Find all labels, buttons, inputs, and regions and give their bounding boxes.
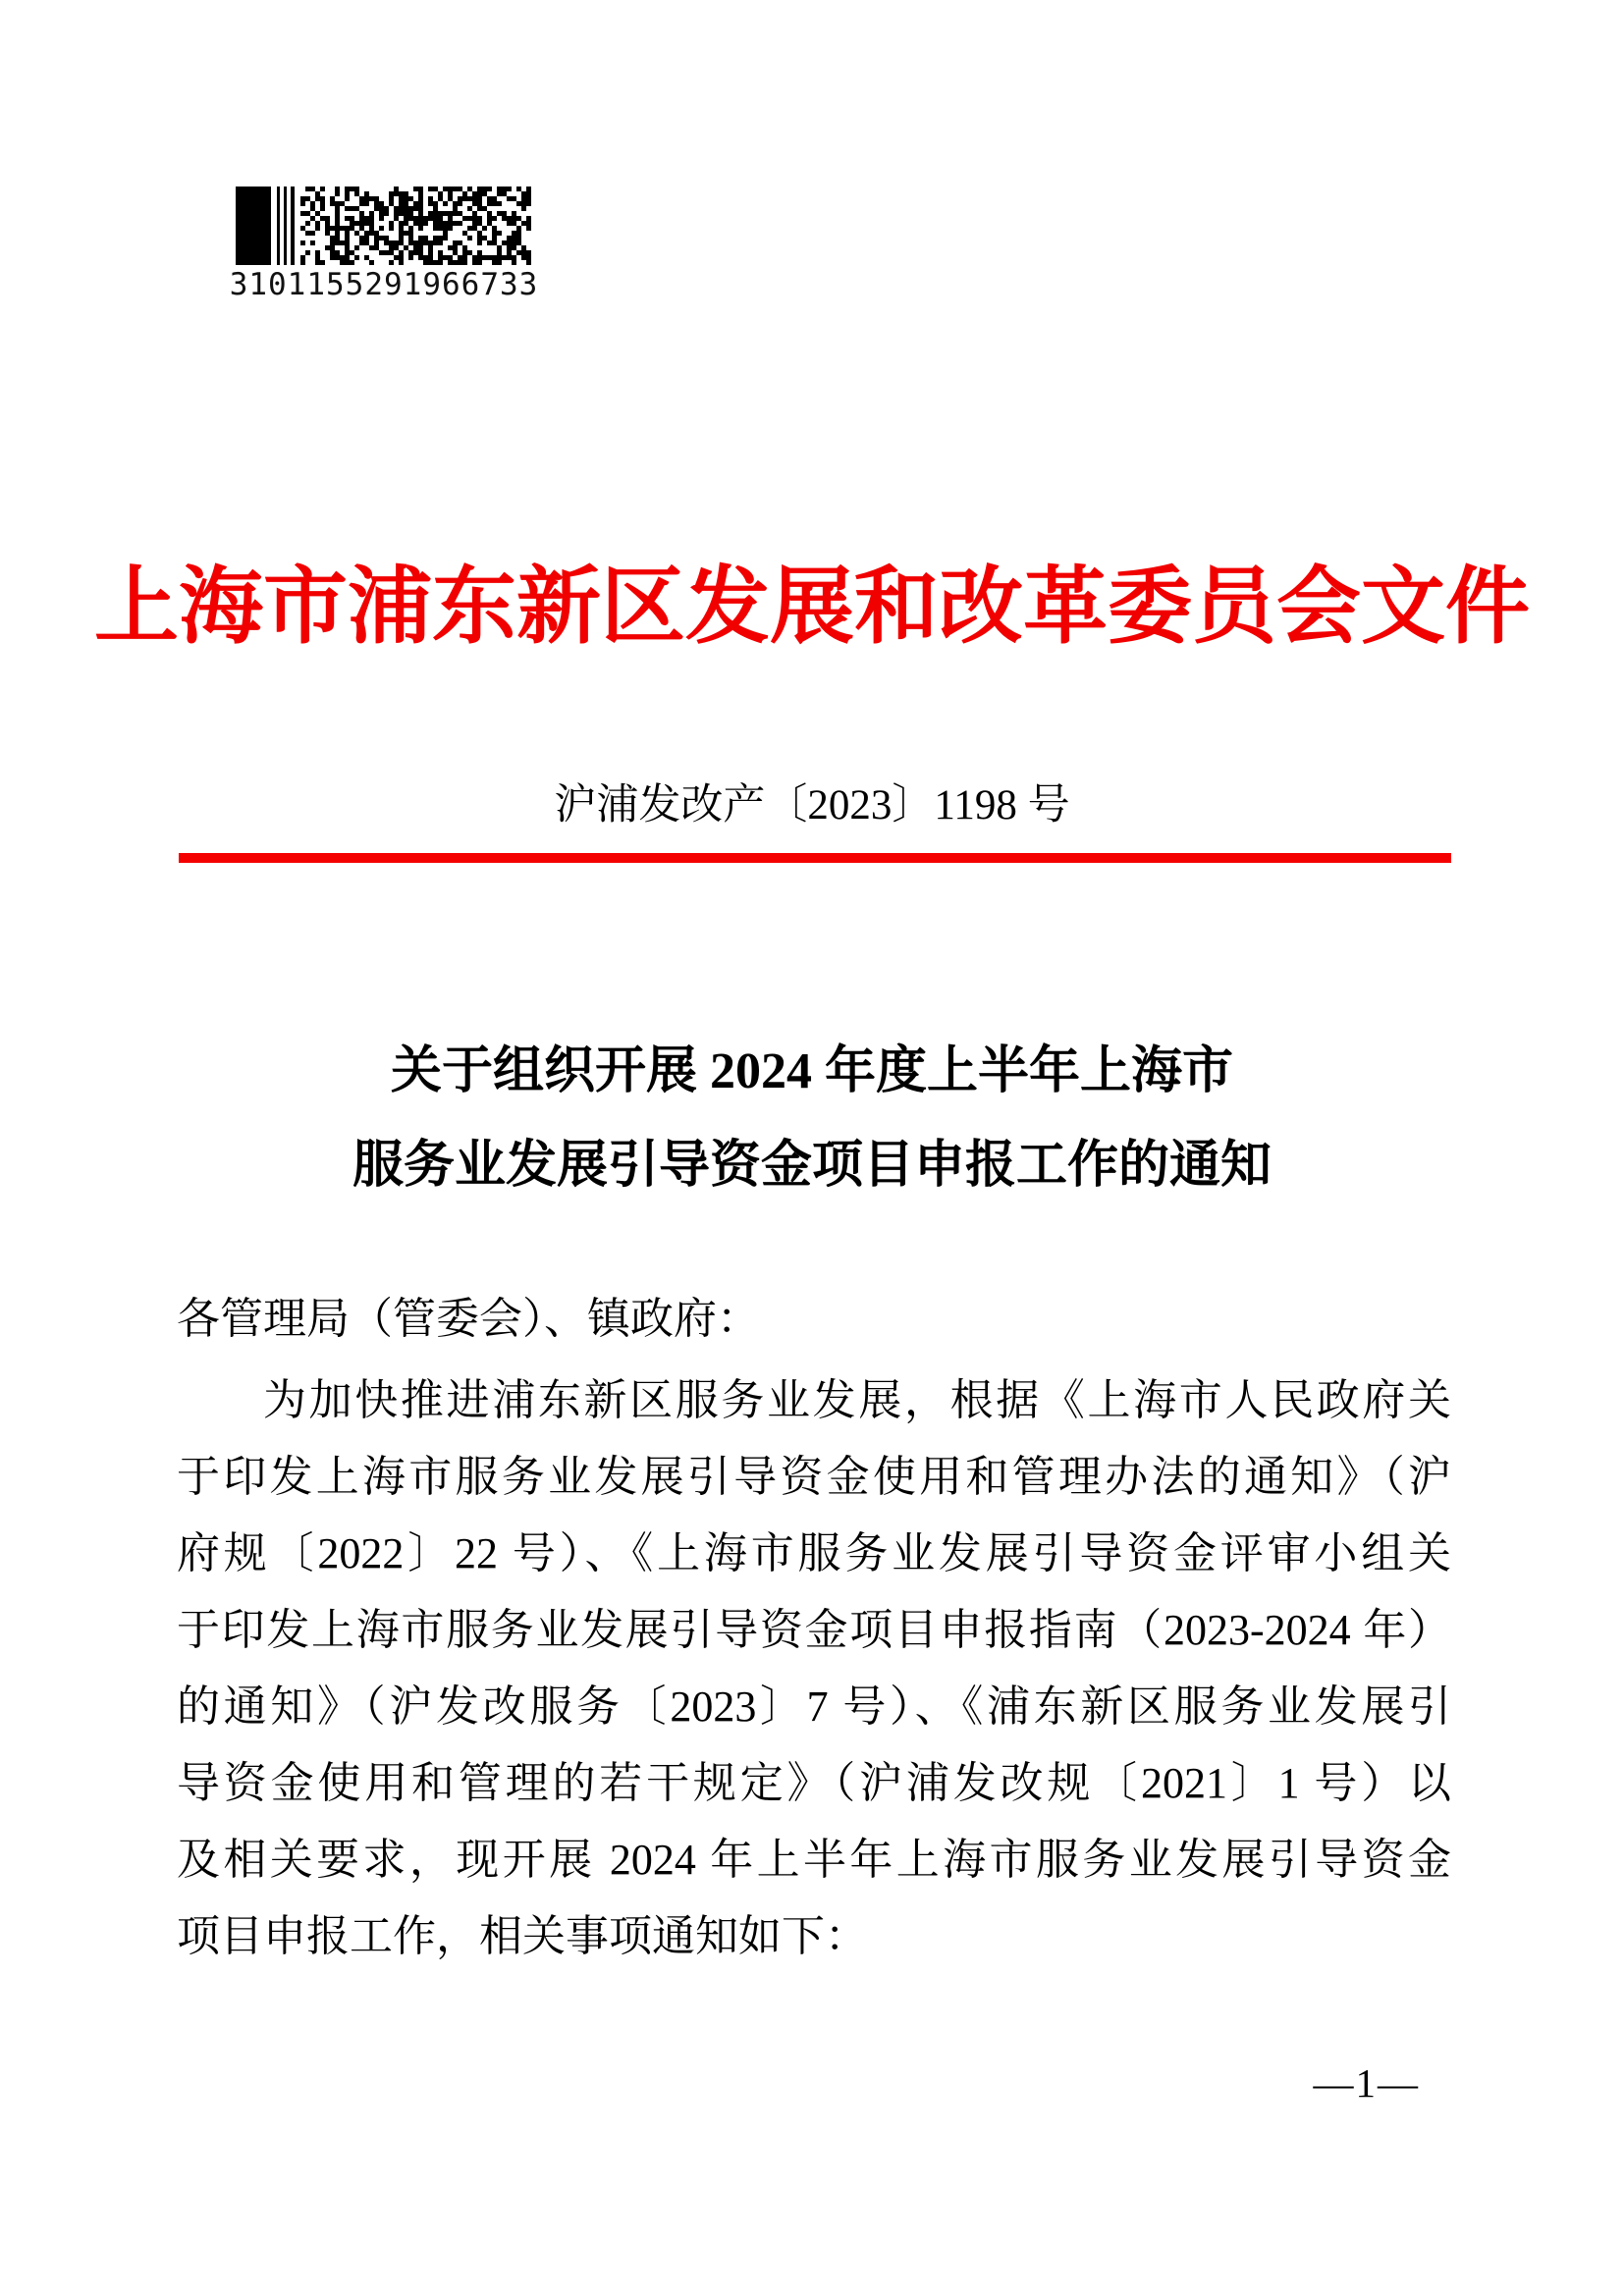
- body-line: 导资金使用和管理的若干规定》（沪浦发改规〔2021〕1 号）以: [177, 1759, 1451, 1807]
- barcode-image: [236, 187, 532, 265]
- body-line: 府规〔2022〕22 号）、《上海市服务业发展引导资金评审小组关: [177, 1529, 1451, 1577]
- document-title-line-2: 服务业发展引导资金项目申报工作的通知: [352, 1138, 1272, 1194]
- body-paragraph: [177, 1362, 1451, 1975]
- salutation: 各管理局（管委会）、镇政府：: [177, 1295, 760, 1343]
- body-line: 为加快推进浦东新区服务业发展，根据《上海市人民政府关: [263, 1376, 1451, 1424]
- body-line: 及相关要求，现开展 2024 年上半年上海市服务业发展引导资金: [177, 1836, 1451, 1884]
- red-divider-rule: [179, 853, 1451, 863]
- document-reference-number: 沪浦发改产〔2023〕1198 号: [554, 782, 1070, 828]
- body-line: 于印发上海市服务业发展引导资金项目申报指南（2023-2024 年）: [177, 1606, 1451, 1654]
- page-number: —1—: [1313, 2060, 1420, 2106]
- issuing-org-title: 上海市浦东新区发展和改革委员会文件: [94, 560, 1530, 654]
- document-title-line-1: 关于组织开展 2024 年度上半年上海市: [390, 1043, 1233, 1099]
- body-line: 于印发上海市服务业发展引导资金使用和管理办法的通知》（沪: [177, 1453, 1451, 1501]
- body-line: 项目申报工作，相关事项通知如下：: [177, 1912, 868, 1960]
- barcode-number: 3101155291966733: [229, 267, 539, 302]
- body-line: 的通知》（沪发改服务〔2023〕7 号）、《浦东新区服务业发展引: [177, 1682, 1451, 1731]
